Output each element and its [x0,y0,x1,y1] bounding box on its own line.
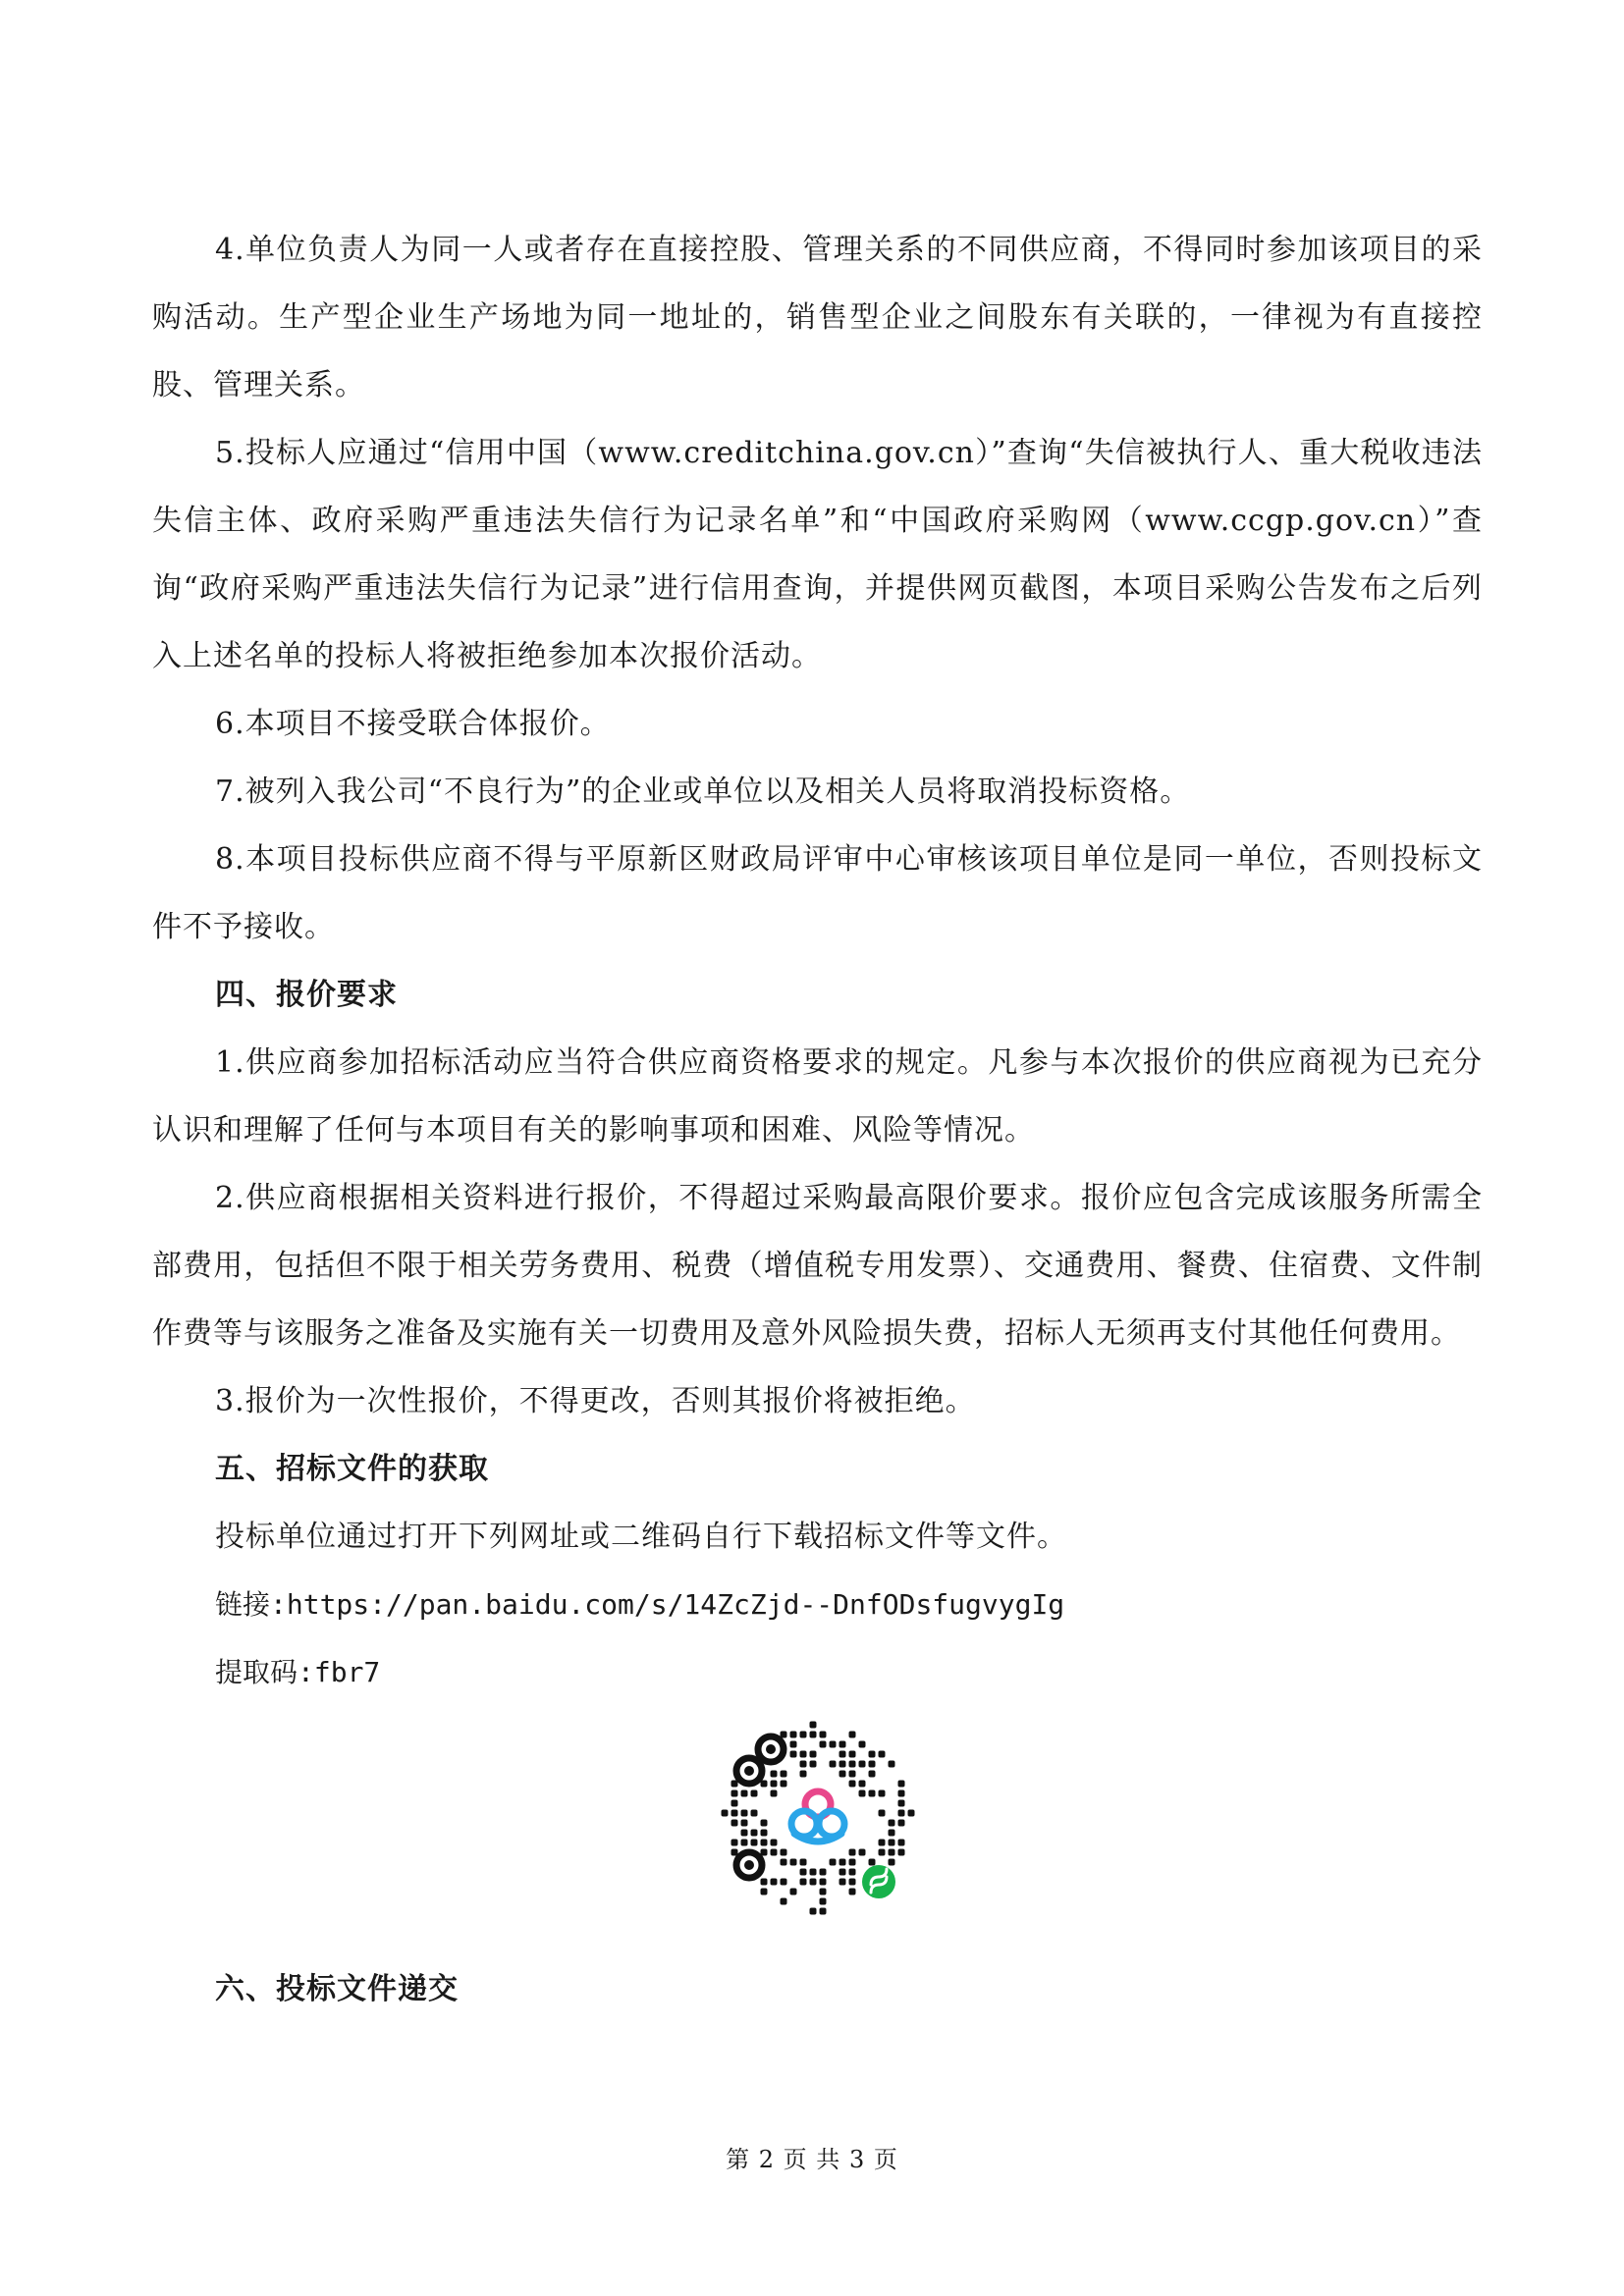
qr-container [152,1720,1483,1916]
clause-8: 8.本项目投标供应商不得与平原新区财政局评审中心审核该项目单位是同一单位，否则投标文件不予接收。 [152,842,1483,944]
clause-6: 6.本项目不接受联合体报价。 [215,707,611,741]
section-heading-quote-requirements: 四、报价要求 [215,978,398,1012]
clause-7: 7.被列入我公司“不良行为”的企业或单位以及相关人员将取消投标资格。 [215,774,1191,809]
download-link[interactable]: 链接:https://pan.baidu.com/s/14ZcZjd--DnfODsfugvygIg [215,1588,1065,1621]
quote-requirement-1: 1.供应商参加招标活动应当符合供应商资格要求的规定。凡参与本次报价的供应商视为已充分认识和理解了任何与本项目有关的影响事项和困难、风险等情况。 [152,1045,1483,1148]
clause-5: 5.投标人应通过“信用中国（www.creditchina.gov.cn）”查询“失信被执行人、重大税收违法失信主体、政府采购严重违法失信行为记录名单”和“中国政府采购网（www.ccgp.gov.cn）”查询“政府采购严重违法失信行为记录”进行信用查询，并提供网页截图，本项目采购公告发布之后列入上述名单的投标人将被拒绝参加本次报价活动。 [152,436,1483,673]
section-heading-document-acquisition: 五、招标文件的获取 [215,1452,489,1486]
mini-program-badge-icon [862,1865,895,1898]
quote-requirement-3: 3.报价为一次性报价，不得更改，否则其报价将被拒绝。 [215,1384,976,1418]
clause-4: 4.单位负责人为同一人或者存在直接控股、管理关系的不同供应商，不得同时参加该项目的采购活动。生产型企业生产场地为同一地址的，销售型企业之间股东有关联的，一律视为有直接控股、管理关系。 [152,233,1483,402]
section-heading-bid-submission: 六、投标文件递交 [215,1972,459,2006]
quote-requirement-2: 2.供应商根据相关资料进行报价，不得超过采购最高限价要求。报价应包含完成该服务所需全部费用，包括但不限于相关劳务费用、税费（增值税专用发票）、交通费用、餐费、住宿费、文件制作费等与该服务之准备及实施有关一切费用及意外风险损失费，招标人无须再支付其他任何费用。 [152,1181,1483,1351]
document-page [152,216,1483,2023]
page-footer: 第 2 页 共 3 页 [726,2146,898,2173]
extraction-code: 提取码:fbr7 [215,1656,381,1688]
acquisition-instruction: 投标单位通过打开下列网址或二维码自行下载招标文件等文件。 [215,1520,1067,1554]
qr-code-icon[interactable] [720,1720,916,1916]
